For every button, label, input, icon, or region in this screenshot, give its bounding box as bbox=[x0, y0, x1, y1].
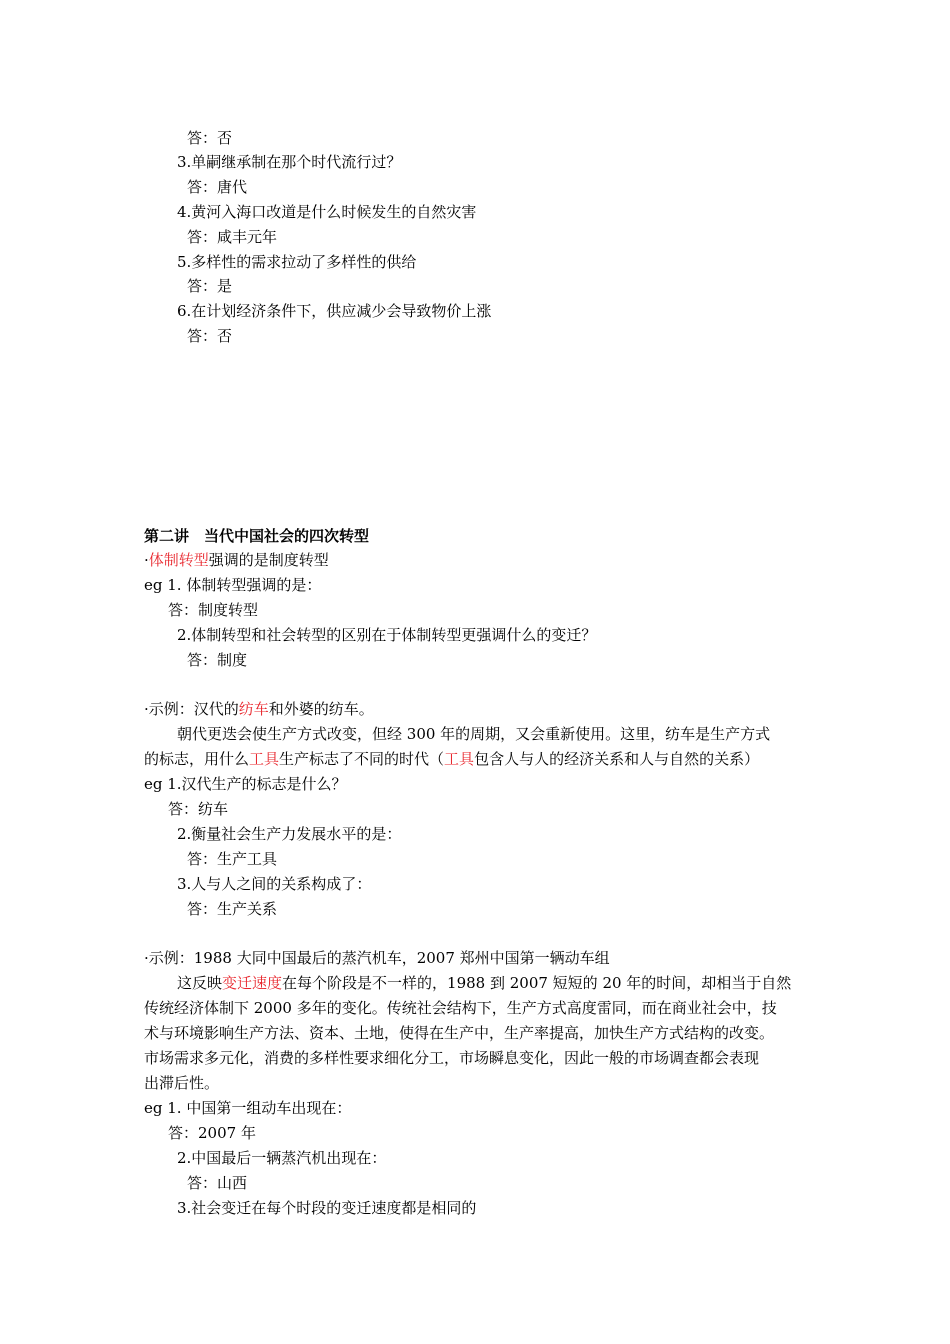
eg-question-line: eg 1.汉代生产的标志是什么？ bbox=[144, 775, 347, 793]
question-line: 2.体制转型和社会转型的区别在于体制转型更强调什么的变迁？ bbox=[177, 626, 597, 644]
paragraph-line: 术与环境影响生产方法、资本、土地，使得在生产中，生产率提高，加快生产方式结构的改变。 bbox=[144, 1024, 775, 1042]
question-line: 2.中国最后一辆蒸汽机出现在： bbox=[177, 1149, 387, 1167]
question-line: 5.多样性的需求拉动了多样性的供给 bbox=[177, 253, 417, 271]
question-line: 3.人与人之间的关系构成了： bbox=[177, 875, 372, 893]
question-line: 3.单嗣继承制在那个时代流行过？ bbox=[177, 153, 402, 171]
example-line: ·示例：1988 大同中国最后的蒸汽机车，2007 郑州中国第一辆动车组 bbox=[144, 949, 610, 967]
highlight-term: 变迁速度 bbox=[222, 974, 283, 992]
highlight-term: 体制转型 bbox=[148, 551, 209, 569]
highlight-term: 纺车 bbox=[238, 700, 269, 718]
paragraph-text: 在每个阶段是不一样的，1988 到 2007 短短的 20 年的时间，却相当于自然 bbox=[282, 974, 792, 992]
highlight-term: 工具 bbox=[249, 750, 280, 768]
answer-line: 答：否 bbox=[187, 129, 233, 147]
paragraph-line bbox=[144, 749, 759, 769]
example-text: 和外婆的纺车。 bbox=[268, 700, 374, 718]
answer-line: 答：制度 bbox=[187, 651, 248, 669]
point-line bbox=[144, 550, 329, 570]
answer-line: 答：咸丰元年 bbox=[187, 228, 278, 246]
section-title: 第二讲 当代中国社会的四次转型 bbox=[144, 527, 370, 545]
answer-line: 答：纺车 bbox=[168, 800, 229, 818]
question-line: 6.在计划经济条件下，供应减少会导致物价上涨 bbox=[177, 302, 492, 320]
question-line: 4.黄河入海口改道是什么时候发生的自然灾害 bbox=[177, 203, 477, 221]
paragraph-line: 出滞后性。 bbox=[144, 1074, 220, 1092]
example-line bbox=[144, 699, 374, 719]
answer-line: 答：制度转型 bbox=[168, 601, 259, 619]
example-text: ·示例：汉代的 bbox=[144, 700, 239, 718]
paragraph-line: 市场需求多元化，消费的多样性要求细化分工，市场瞬息变化，因此一般的市场调查都会表现 bbox=[144, 1049, 760, 1067]
eg-question-line: eg 1. 中国第一组动车出现在： bbox=[144, 1099, 352, 1117]
eg-question-line: eg 1. 体制转型强调的是： bbox=[144, 576, 322, 594]
answer-line: 答：否 bbox=[187, 327, 233, 345]
answer-line: 答：唐代 bbox=[187, 178, 248, 196]
question-line: 3.社会变迁在每个时段的变迁速度都是相同的 bbox=[177, 1199, 477, 1217]
answer-line: 答：山西 bbox=[187, 1174, 248, 1192]
answer-line: 答：生产工具 bbox=[187, 850, 278, 868]
paragraph-text: 生产标志了不同的时代（ bbox=[279, 750, 445, 768]
paragraph-text: 包含人与人的经济关系和人与自然的关系） bbox=[474, 750, 760, 768]
paragraph-line: 朝代更迭会使生产方式改变，但经 300 年的周期，又会重新使用。这里，纺车是生产方式 bbox=[177, 725, 771, 743]
answer-line: 答：生产关系 bbox=[187, 900, 278, 918]
bullet: · bbox=[144, 551, 149, 569]
paragraph-line: 传统经济体制下 2000 多年的变化。传统社会结构下，生产方式高度雷同，而在商业社会中，技 bbox=[144, 999, 777, 1017]
point-text: 强调的是制度转型 bbox=[208, 551, 329, 569]
highlight-term: 工具 bbox=[444, 750, 475, 768]
paragraph-text: 的标志，用什么 bbox=[144, 750, 250, 768]
paragraph-text: 这反映 bbox=[177, 974, 223, 992]
paragraph-line bbox=[177, 973, 791, 993]
answer-line: 答：是 bbox=[187, 277, 233, 295]
answer-line: 答：2007 年 bbox=[168, 1124, 256, 1142]
question-line: 2.衡量社会生产力发展水平的是： bbox=[177, 825, 402, 843]
